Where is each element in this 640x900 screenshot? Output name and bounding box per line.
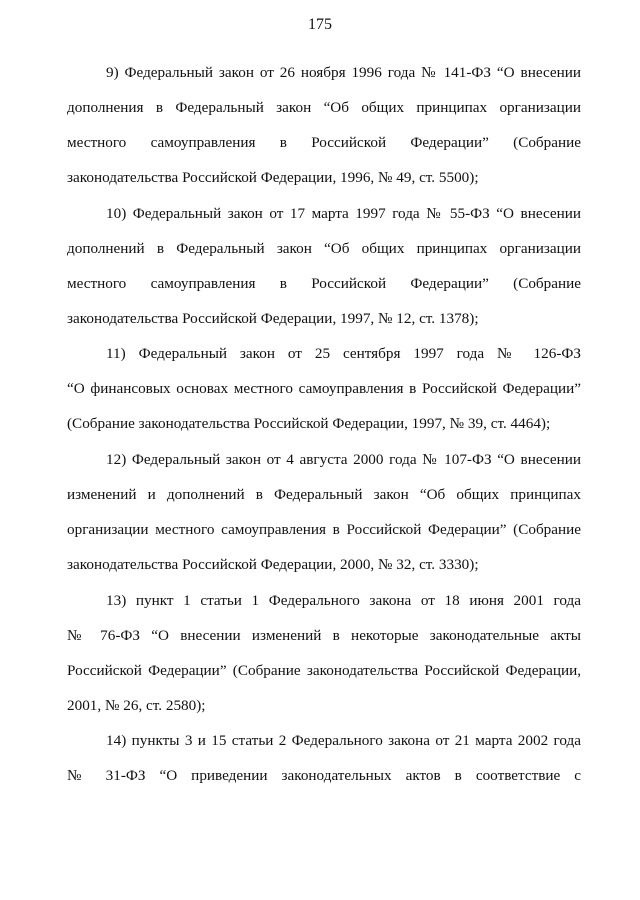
paragraph-10-line-2: дополнений в Федеральный закон “Об общих принципах организации [67, 240, 581, 257]
paragraph-9-line-3: местного самоуправления в Российской Федерации” (Собрание [67, 134, 581, 151]
page-number: 175 [308, 16, 332, 33]
paragraph-11-line-2: “О финансовых основах местного самоуправления в Российской Федерации” [67, 380, 581, 397]
paragraph-10-line-1: 10) Федеральный закон от 17 марта 1997 года № 55-ФЗ “О внесении [106, 205, 581, 222]
paragraph-12-line-4: законодательства Российской Федерации, 2000, № 32, ст. 3330); [67, 556, 479, 573]
paragraph-11-line-3: (Собрание законодательства Российской Федерации, 1997, № 39, ст. 4464); [67, 415, 551, 432]
paragraph-12-line-3: организации местного самоуправления в Российской Федерации” (Собрание [67, 521, 581, 538]
paragraph-13-line-4: 2001, № 26, ст. 2580); [67, 697, 206, 714]
paragraph-13-line-3: Российской Федерации” (Собрание законодательства Российской Федерации, [67, 662, 581, 679]
paragraph-11-line-1: 11) Федеральный закон от 25 сентября 1997 года № 126-ФЗ [106, 345, 581, 362]
paragraph-9-line-1: 9) Федеральный закон от 26 ноября 1996 года № 141-ФЗ “О внесении [106, 64, 581, 81]
paragraph-13-line-1: 13) пункт 1 статьи 1 Федерального закона от 18 июня 2001 года [106, 592, 581, 609]
paragraph-10-line-3: местного самоуправления в Российской Федерации” (Собрание [67, 275, 581, 292]
paragraph-12-line-1: 12) Федеральный закон от 4 августа 2000 года № 107-ФЗ “О внесении [106, 451, 581, 468]
paragraph-10-line-4: законодательства Российской Федерации, 1997, № 12, ст. 1378); [67, 310, 479, 327]
paragraph-13-line-2: № 76-ФЗ “О внесении изменений в некоторые законодательные акты [67, 627, 581, 644]
paragraph-9-line-2: дополнения в Федеральный закон “Об общих принципах организации [67, 99, 581, 116]
paragraph-14-line-1: 14) пункты 3 и 15 статьи 2 Федерального закона от 21 марта 2002 года [106, 732, 581, 749]
paragraph-9-line-4: законодательства Российской Федерации, 1996, № 49, ст. 5500); [67, 169, 479, 186]
paragraph-12-line-2: изменений и дополнений в Федеральный закон “Об общих принципах [67, 486, 581, 503]
paragraph-14-line-2: № 31-ФЗ “О приведении законодательных актов в соответствие с [67, 767, 581, 784]
